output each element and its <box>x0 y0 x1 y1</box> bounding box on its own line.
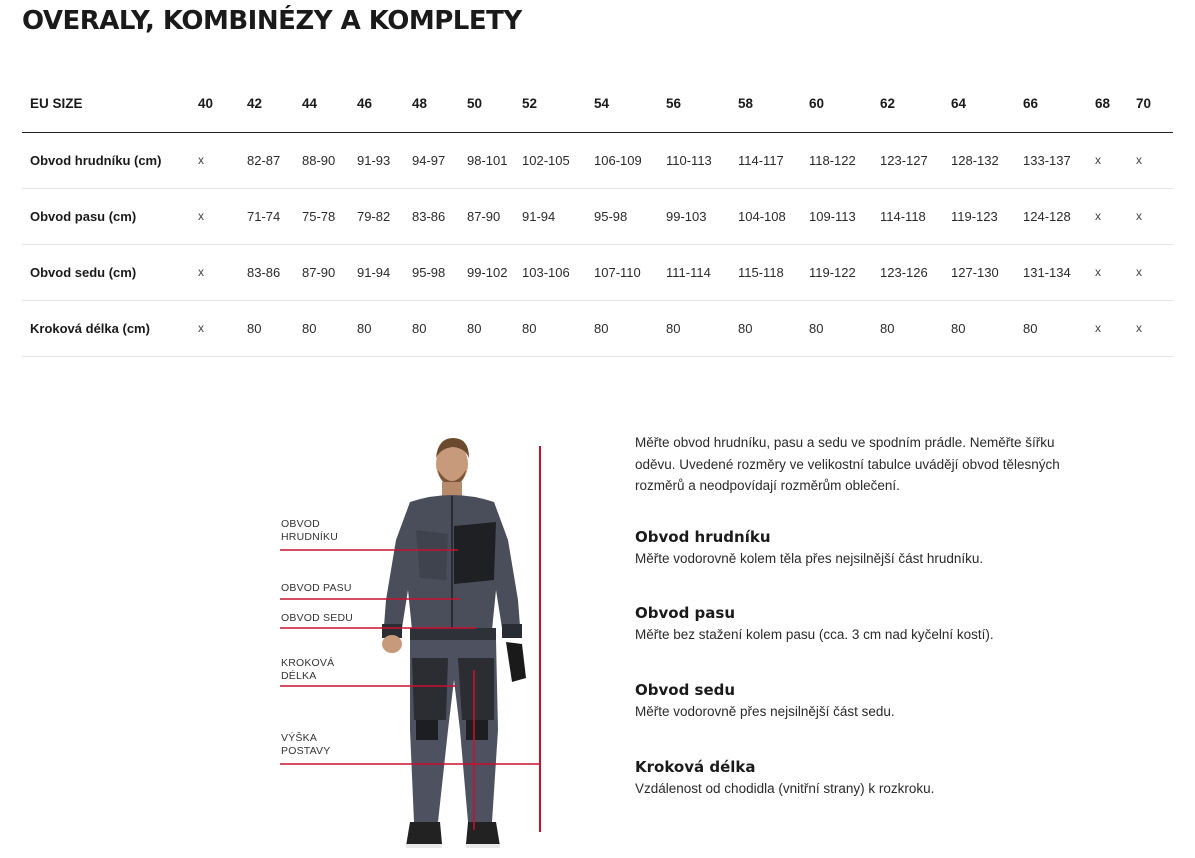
size-header: 46 <box>357 76 412 132</box>
size-header: 60 <box>809 76 880 132</box>
eu-size-header: EU SIZE <box>22 76 198 132</box>
section-title: Kroková délka <box>635 758 756 776</box>
table-cell: 80 <box>594 300 666 356</box>
section-text: Měřte vodorovně kolem těla přes nejsilnější část hrudníku. <box>635 551 984 566</box>
size-table-header-row <box>22 76 1173 132</box>
table-cell: 107-110 <box>594 244 666 300</box>
table-cell: 71-74 <box>247 188 302 244</box>
table-cell: 119-123 <box>951 188 1023 244</box>
jacket-panel <box>454 522 496 584</box>
table-cell: 94-97 <box>412 132 467 188</box>
waist-section <box>635 604 1065 644</box>
size-header: 68 <box>1095 76 1136 132</box>
table-cell: 88-90 <box>302 132 357 188</box>
height-label: VÝŠKA POSTAVY <box>281 732 331 757</box>
size-header: 66 <box>1023 76 1095 132</box>
inseam-label: KROKOVÁ DÉLKA <box>281 657 335 682</box>
size-header: 42 <box>247 76 302 132</box>
table-row <box>22 188 1173 244</box>
size-header: 64 <box>951 76 1023 132</box>
size-header: 70 <box>1136 76 1173 132</box>
person-illustration <box>270 430 560 858</box>
table-cell: 133-137 <box>1023 132 1095 188</box>
table-cell: 80 <box>522 300 594 356</box>
page-title: OVERALY, KOMBINÉZY A KOMPLETY <box>22 6 522 36</box>
table-cell: 83-86 <box>247 244 302 300</box>
table-row <box>22 300 1173 356</box>
row-label: Obvod hrudníku (cm) <box>22 132 198 188</box>
table-cell: 91-94 <box>357 244 412 300</box>
table-row <box>22 132 1173 188</box>
table-cell: 118-122 <box>809 132 880 188</box>
jacket-panel-left <box>416 530 448 580</box>
table-cell: 110-113 <box>666 132 738 188</box>
table-cell: 75-78 <box>302 188 357 244</box>
table-cell: 95-98 <box>594 188 666 244</box>
table-cell: 104-108 <box>738 188 809 244</box>
size-header: 54 <box>594 76 666 132</box>
table-cell: 91-93 <box>357 132 412 188</box>
table-cell: 80 <box>951 300 1023 356</box>
table-cell: 123-126 <box>880 244 951 300</box>
seat-section <box>635 681 1065 721</box>
table-cell: x <box>1095 244 1136 300</box>
section-text: Vzdálenost od chodidla (vnitřní strany) k rozkroku. <box>635 781 935 796</box>
table-cell: x <box>1095 132 1136 188</box>
table-cell: 80 <box>809 300 880 356</box>
chest-section <box>635 528 1065 568</box>
size-header: 62 <box>880 76 951 132</box>
table-cell: 102-105 <box>522 132 594 188</box>
table-cell: x <box>1095 300 1136 356</box>
table-cell: 103-106 <box>522 244 594 300</box>
table-cell: 119-122 <box>809 244 880 300</box>
table-cell: x <box>198 132 247 188</box>
table-cell: 111-114 <box>666 244 738 300</box>
row-label: Obvod sedu (cm) <box>22 244 198 300</box>
table-cell: x <box>1136 132 1173 188</box>
section-title: Obvod sedu <box>635 681 736 699</box>
table-cell: x <box>198 300 247 356</box>
table-cell: 80 <box>467 300 522 356</box>
table-row <box>22 244 1173 300</box>
intro-text: Měřte obvod hrudníku, pasu a sedu ve spodním prádle. Neměřte šířku oděvu. Uvedené rozměry ve velikostní tabulce uvádějí obvod tělesných rozměrů a neodpovídají rozměrům oblečení. <box>635 435 1060 493</box>
size-header: 50 <box>467 76 522 132</box>
size-header: 44 <box>302 76 357 132</box>
row-label: Kroková délka (cm) <box>22 300 198 356</box>
table-cell: 87-90 <box>467 188 522 244</box>
table-cell: 80 <box>247 300 302 356</box>
table-cell: 80 <box>738 300 809 356</box>
table-cell: 114-117 <box>738 132 809 188</box>
measurement-figure <box>270 430 560 858</box>
table-cell: 87-90 <box>302 244 357 300</box>
table-cell: x <box>1095 188 1136 244</box>
section-text: Měřte bez stažení kolem pasu (cca. 3 cm nad kyčelní kostí). <box>635 627 994 642</box>
inseam-section <box>635 758 1065 798</box>
section-text: Měřte vodorovně přes nejsilnější část sedu. <box>635 704 895 719</box>
table-cell: 124-128 <box>1023 188 1095 244</box>
table-cell: 109-113 <box>809 188 880 244</box>
table-cell: 80 <box>666 300 738 356</box>
table-cell: 79-82 <box>357 188 412 244</box>
size-header: 40 <box>198 76 247 132</box>
table-cell: 80 <box>880 300 951 356</box>
table-cell: x <box>198 244 247 300</box>
table-cell: 99-103 <box>666 188 738 244</box>
size-header: 56 <box>666 76 738 132</box>
size-table <box>22 76 1173 357</box>
table-cell: 99-102 <box>467 244 522 300</box>
table-cell: 91-94 <box>522 188 594 244</box>
table-cell: 80 <box>412 300 467 356</box>
section-title: Obvod pasu <box>635 604 735 622</box>
table-cell: x <box>1136 188 1173 244</box>
table-cell: x <box>1136 244 1173 300</box>
table-cell: 80 <box>357 300 412 356</box>
table-cell: 128-132 <box>951 132 1023 188</box>
table-cell: 131-134 <box>1023 244 1095 300</box>
table-cell: x <box>198 188 247 244</box>
table-cell: x <box>1136 300 1173 356</box>
measurement-instructions <box>635 432 1065 796</box>
seat-label: OBVOD SEDU <box>281 612 354 624</box>
section-title: Obvod hrudníku <box>635 528 771 546</box>
table-cell: 114-118 <box>880 188 951 244</box>
table-cell: 82-87 <box>247 132 302 188</box>
table-cell: 95-98 <box>412 244 467 300</box>
table-cell: 115-118 <box>738 244 809 300</box>
waist-label: OBVOD PASU <box>281 582 352 594</box>
size-header: 58 <box>738 76 809 132</box>
table-cell: 123-127 <box>880 132 951 188</box>
size-header: 52 <box>522 76 594 132</box>
table-cell: 106-109 <box>594 132 666 188</box>
row-label: Obvod pasu (cm) <box>22 188 198 244</box>
table-cell: 127-130 <box>951 244 1023 300</box>
size-header: 48 <box>412 76 467 132</box>
chest-label: OBVOD HRUDNÍKU <box>281 518 339 543</box>
table-cell: 98-101 <box>467 132 522 188</box>
table-cell: 83-86 <box>412 188 467 244</box>
table-cell: 80 <box>302 300 357 356</box>
table-cell: 80 <box>1023 300 1095 356</box>
